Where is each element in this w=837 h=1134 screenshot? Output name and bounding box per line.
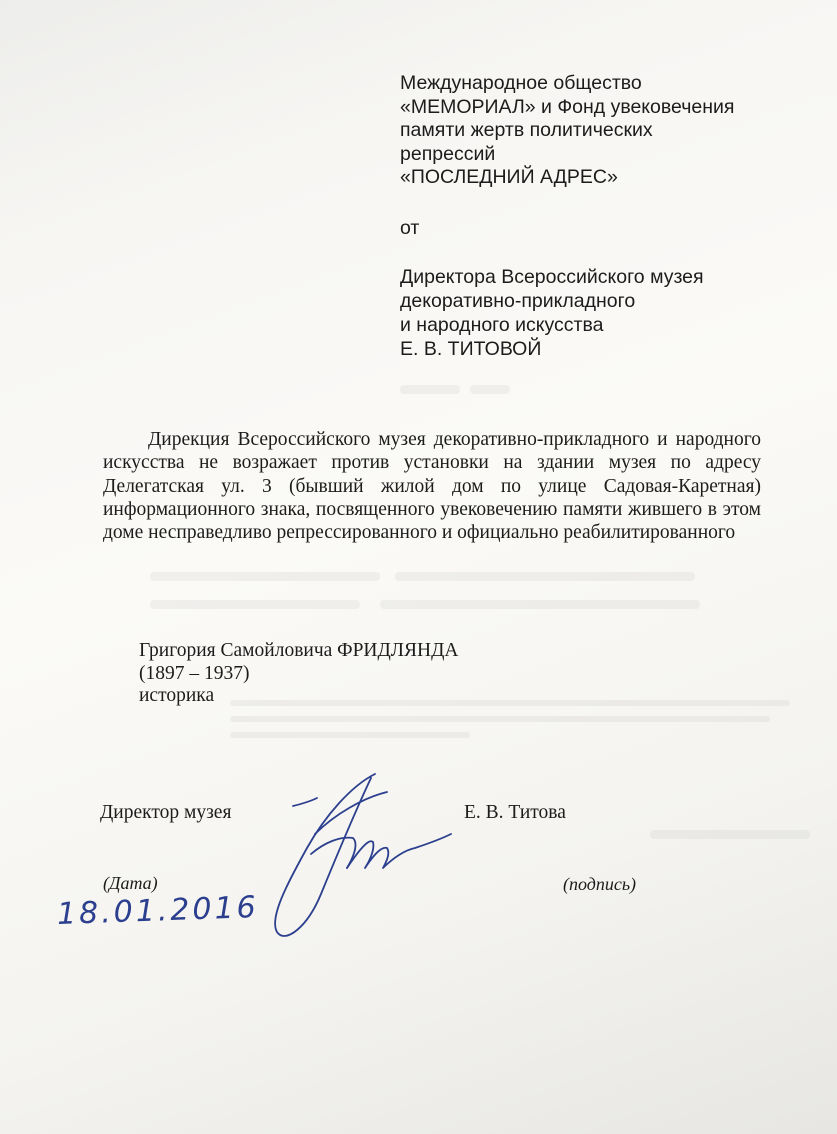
handwritten-date: 18.01.2016 bbox=[56, 889, 260, 932]
person-block bbox=[139, 640, 459, 708]
person-name: Григория Самойловича ФРИДЛЯНДА bbox=[139, 640, 459, 661]
sender-line: и народного искусства bbox=[400, 314, 604, 336]
sender-line: декоративно-прикладного bbox=[400, 290, 636, 312]
sender-block bbox=[400, 265, 820, 361]
addressee-block bbox=[400, 72, 820, 190]
signer-name: Е. В. Титова bbox=[464, 802, 566, 823]
addressee-line: репрессий bbox=[400, 142, 496, 165]
signature-caption: (подпись) bbox=[563, 874, 637, 894]
addressee-line: «МЕМОРИАЛ» и Фонд увековечения bbox=[400, 95, 735, 118]
sender-line: Е. В. ТИТОВОЙ bbox=[400, 338, 542, 360]
sender-line: Директора Всероссийского музея bbox=[400, 266, 704, 288]
position-label: Директор музея bbox=[100, 802, 232, 823]
addressee-line: «ПОСЛЕДНИЙ АДРЕС» bbox=[400, 166, 618, 188]
handwritten-signature bbox=[255, 768, 455, 944]
person-occupation: историка bbox=[139, 685, 215, 706]
addressee-line: Международное общество bbox=[400, 72, 642, 94]
letter-body: Дирекция Всероссийского музея декоративно-прикладного и народного искусства не возражает против установки на здании музея по адресу Делегатская ул. 3 (бывший жилой дом по улице Садовая-Каретная) информационного знака, посвященного увековечению памяти жившего в этом доме несправедливо репрессированного и официально реабилитированного bbox=[103, 429, 761, 544]
date-caption: (Дата) bbox=[103, 873, 158, 893]
addressee-line: памяти жертв политических bbox=[400, 119, 653, 141]
from-word: от bbox=[400, 217, 420, 239]
person-years: (1897 – 1937) bbox=[139, 662, 250, 684]
